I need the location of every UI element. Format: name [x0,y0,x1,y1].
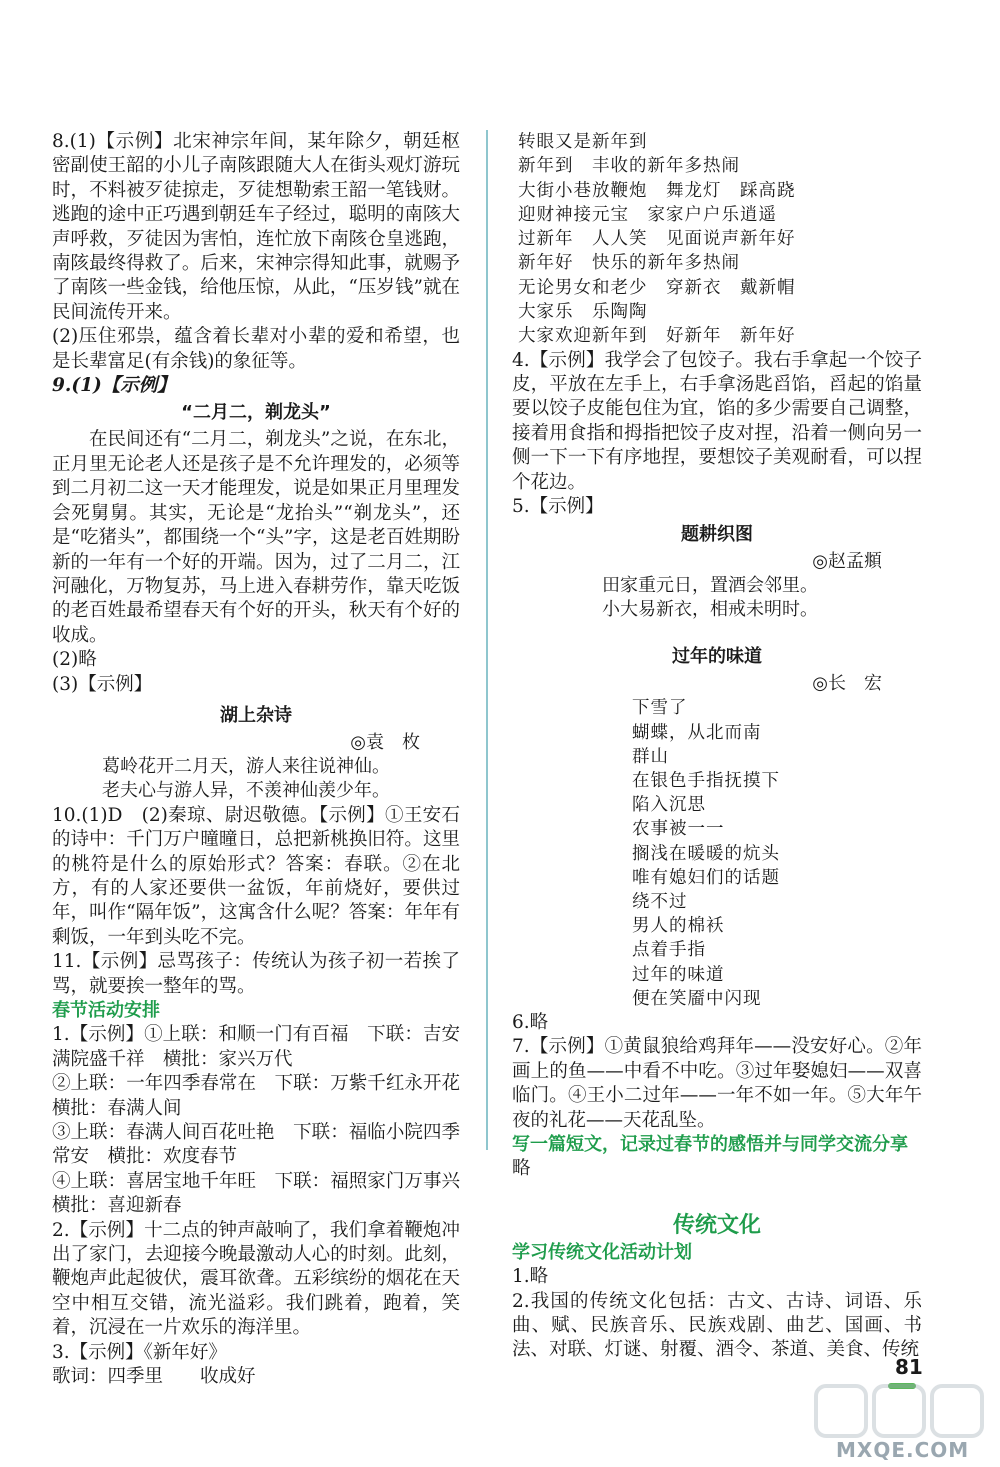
song-line: 大家欢迎新年到 好新年 新年好 [518,326,796,347]
song-line: 新年到 丰收的新年多热闹 [518,156,740,177]
song-line: 新年好 快乐的新年多热闹 [518,253,740,274]
poem-title-gengzhitu: 题耕织图 [681,523,753,545]
answer-3: 3.【示例】《新年好》 [52,1341,227,1363]
poem-line: 过年的味道 [632,964,725,985]
answer-11: 11.【示例】忌骂孩子：传统认为孩子初一若挨了骂，就要挨一整年的骂。 [52,951,460,997]
poem-line: 群山 [632,746,669,767]
poem-line: 绕不过 [632,891,688,912]
poem-line: 搁浅在暖暖的炕头 [632,843,780,864]
watermark-text: MXQE.COM [836,1438,970,1462]
poem-title-guonian: 过年的味道 [672,646,762,668]
answer-9-3: (3)【示例】 [52,673,153,695]
couplet-1: 1.【示例】①上联：和顺一门有百福 下联：吉安满院盛千祥 横批：家兴万代 [52,1024,460,1070]
poem-line: 蝴蝶，从北而南 [632,722,762,743]
answer-6: 6.略 [512,1011,549,1033]
couplet-3: ③上联：春满人间百花吐艳 下联：福临小院四季常安 横批：欢度春节 [52,1122,460,1168]
answer-9-2: (2)略 [52,649,97,671]
answer-b1: 1.略 [512,1266,549,1288]
couplet-2: ②上联：一年四季春常在 下联：万紫千红永开花 横批：春满人间 [52,1073,479,1119]
answer-b2: 2.我国的传统文化包括：古文、古诗、词语、乐曲、赋、民族音乐、民族戏剧、曲艺、国画、书法、对联、灯谜、射覆、酒令、茶道、美食、传统 [512,1290,922,1361]
section-heading-spring-festival: 春节活动安排 [52,1000,160,1021]
song-line: 无论男女和老少 穿新衣 戴新帽 [518,277,796,298]
answer-7: 7.【示例】①黄鼠狼给鸡拜年——没安好心。②年画上的鱼——中看不中吃。③过年娶媳妇——双喜临门。④王小二过年——一年不如一年。⑤大年午夜的礼花——天花乱坠。 [512,1036,922,1131]
answer-8-1: 8.(1)【示例】北宋神宗年间，某年除夕，朝廷枢密副使王韶的小儿子南陔跟随大人在街头观灯游玩时，不料被歹徒掠走，歹徒想勒索王韶一笔钱财。逃跑的途中正巧遇到朝廷车子经过，聪明的南陔大声呼救，歹徒因为害怕，连忙放下南陔仓皇逃跑，南陔最终得救了。后来，宋神宗得知此事，就赐予了南陔一些金钱，给他压惊，从此，“压岁钱”就在民间流传开来。 [52,131,460,323]
essay-title: “二月二，剃龙头” [181,402,331,424]
poem-line: 男人的棉袄 [632,916,725,937]
poem-line: 下雪了 [632,698,688,719]
answer-8-2: (2)压住邪祟，蕴含着长辈对小辈的爱和希望，也是长辈富足(有余钱)的象征等。 [52,326,460,372]
poem-line: 农事被一一 [632,819,725,840]
answer-3-lyric: 歌词：四季里 收成好 [52,1366,256,1388]
poem-title-husha: 湖上杂诗 [220,704,292,726]
couplet-4: ④上联：喜居宝地千年旺 下联：福照家门万事兴 横批：喜迎新春 [52,1170,479,1217]
song-line: 大家乐 乐陶陶 [518,302,648,323]
poem-line: 便在笑靥中闪现 [632,988,762,1009]
answer-9-1: 9.(1)【示例】 [52,375,176,397]
answer-5: 5.【示例】 [512,496,604,518]
song-line: 转眼又是新年到 [518,132,648,152]
section-heading-activity-plan: 学习传统文化活动计划 [512,1241,692,1263]
column-divider [486,130,488,1150]
poem-line: 老夫心与游人异，不羡神仙羡少年。 [102,780,390,802]
song-line: 过新年 人人笑 见面说声新年好 [518,229,796,250]
answer-short-essay: 略 [512,1158,531,1180]
poem-line: 田家重元日，置酒会邻里。 [602,574,818,596]
poem-author-changhong: ◎长 宏 [812,673,882,695]
poem-line: 陷入沉思 [632,795,706,816]
poem-author-yuanmei: ◎袁 枚 [350,731,420,753]
left-column [52,130,479,1390]
poem-line: 唯有媳妇们的话题 [632,867,780,888]
poem-line: 点着手指 [632,940,706,961]
poem-line: 葛岭花开二月天，游人来往说神仙。 [102,755,390,777]
page-number: 81 [895,1355,923,1379]
section-heading-short-essay: 写一篇短文，记录过春节的感悟并与同学交流分享 [512,1134,908,1155]
right-column [512,130,922,1363]
poem-author-zhao: ◎赵孟頫 [812,550,882,572]
answer-2: 2.【示例】十二点的钟声敲响了，我们拿着鞭炮冲出了家门，去迎接今晚最激动人心的时刻。此刻，鞭炮声此起彼伏，震耳欲聋。五彩缤纷的烟花在天空中相互交错，流光溢彩。我们跳着，跑着，笑着，沉浸在一片欢乐的海洋里。 [52,1219,460,1339]
song-line: 迎财神接元宝 家家户户乐逍遥 [518,204,777,225]
chapter-title-traditional-culture: 传统文化 [672,1212,761,1238]
song-line: 大街小巷放鞭炮 舞龙灯 踩高跷 [518,180,796,201]
answer-4: 4.【示例】我学会了包饺子。我右手拿起一个饺子皮，平放在左手上，右手拿汤匙舀馅，舀起的馅量要以饺子皮能包住为宜，馅的多少需要自己调整，接着用食指和拇指把饺子皮对捏，沿着一侧向另一侧一下一下有序地捏，要想饺子美观耐看，可以捏个花边。 [512,349,922,493]
essay-body: 在民间还有“二月二，剃龙头”之说，在东北，正月里无论老人还是孩子是不允许理发的，必须等到二月初二这一天才能理发，说是如果正月里理发会死舅舅。其实，无论是“龙抬头”“剃龙头”，还是“吃猪头”，都围绕一个“头”字，这是老百姓期盼新的一年有一个好的开端。因为，过了二月二，江河融化，万物复苏，马上进入春耕劳作，靠天吃饭的老百姓最希望春天有个好的开头，秋天有个好的收成。 [52,429,460,646]
poem-line: 小大易新衣，相戒未明时。 [602,598,818,620]
answer-10: 10.(1)D (2)秦琼、尉迟敬德。【示例】①王安石的诗中：千门万户曈曈日，总把新桃换旧符。这里的桃符是什么的原始形式？答案：春联。②在北方，有的人家还要供一盆饭，年前烧好，要供过年，叫作“隔年饭”，这寓含什么呢？答案：年年有剩饭，一年到头吃不完。 [52,804,460,948]
poem-line: 在银色手指抚摸下 [632,770,780,791]
